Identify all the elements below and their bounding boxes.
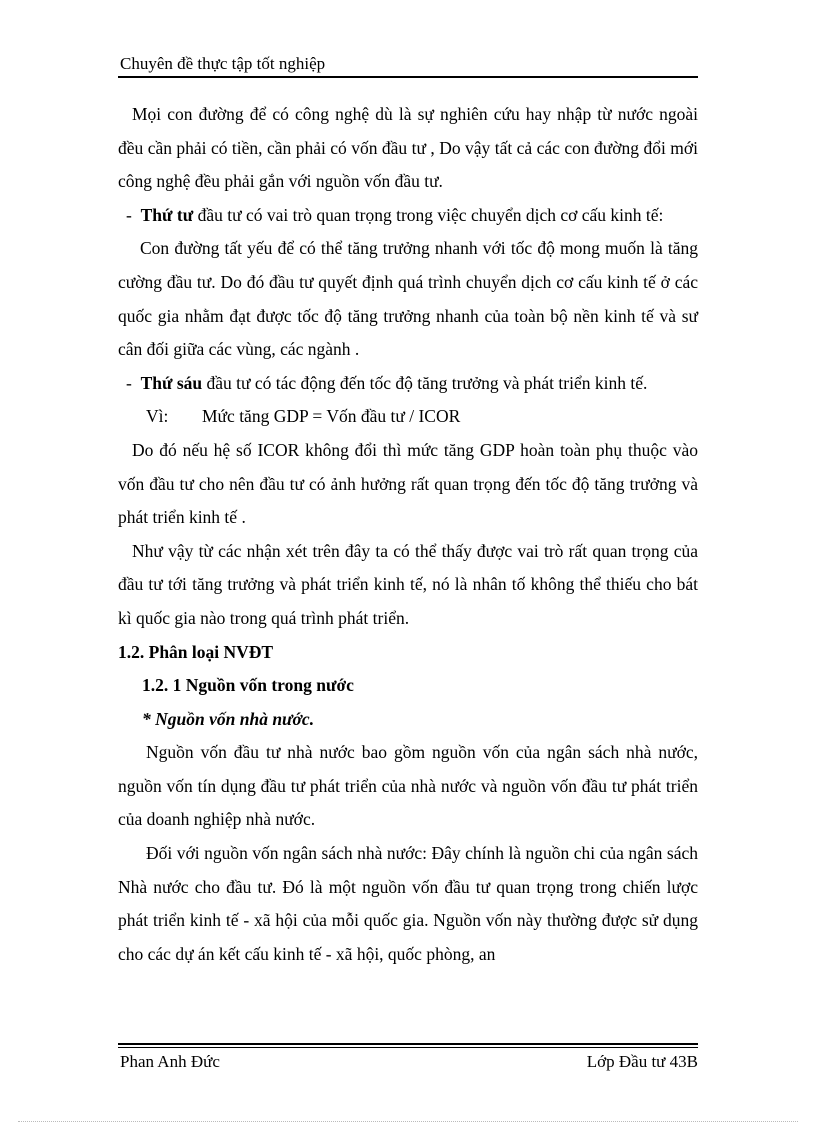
paragraph-growth-path: Con đường tất yếu để có thể tăng trưởng nhanh với tốc độ mong muốn là tăng cường đầu tư. Do đó đầu tư quyết định quá trình chuyển dịch cơ cấu kinh tế ở các quốc gia nhằm đạt được tốc độ tăng trưởng nhanh của toàn bộ nền kinh tế và sư cân đối giữa các vùng, các ngành . — [118, 238, 698, 360]
bullet-text: đầu tư có vai trò quan trọng trong việc chuyển dịch cơ cấu kinh tế: — [193, 204, 664, 225]
formula-lead: Vì: — [146, 406, 169, 427]
paragraph-conclusion: Như vậy từ các nhận xét trên đây ta có thể thấy được vai trò rất quan trọng của đầu tư tới tăng trưởng và phát triển kinh tế, nó là nhân tố không thể thiếu cho bát kì quốc gia nào trong quá trình phát triển. — [118, 540, 698, 628]
section-heading-text: 1.2. Phân loại NVĐT — [118, 641, 274, 662]
bullet-label: Thứ tư — [140, 204, 194, 225]
paragraph-budget: Đối với nguồn vốn ngân sách nhà nước: Đây chính là nguồn chi của ngân sách Nhà nước cho đầu tư. Đó là một nguồn vốn đầu tư quan trọng trong chiến lược phát triển kinh tế - xã hội của mỗi quốc gia. Nguồn vốn này thường được sử dụng cho các dự án kết cấu kinh tế - xã hội, quốc phòng, an — [118, 843, 698, 964]
subsection-heading-1-2-1 — [118, 669, 698, 703]
header-title: Chuyên đề thực tập tốt nghiệp — [120, 54, 326, 73]
bullet-text: đầu tư có tác động đến tốc độ tăng trưởng và phát triển kinh tế. — [202, 372, 648, 393]
formula: Mức tăng GDP = Vốn đầu tư / ICOR — [202, 406, 461, 427]
page-edge-divider — [18, 1121, 798, 1122]
bullet-sixth — [118, 367, 698, 401]
footer-class: Lớp Đầu tư 43B — [586, 1052, 698, 1071]
footer-rule-thin — [118, 1047, 698, 1048]
paragraph-state-capital: Nguồn vốn đầu tư nhà nước bao gồm nguồn vốn của ngân sách nhà nước, nguồn vốn tín dụng đầu tư phát triển của nhà nước và nguồn vốn đầu tư phát triển của doanh nghiệp nhà nước. — [118, 742, 698, 830]
footer-rule — [118, 1043, 698, 1045]
section-heading-1-2 — [118, 636, 698, 670]
document-body — [118, 98, 698, 971]
bullet-dash: - — [126, 372, 132, 393]
formula-line — [118, 400, 698, 434]
header-rule — [118, 76, 698, 78]
bullet-dash: - — [126, 204, 132, 225]
paragraph-icor: Do đó nếu hệ số ICOR không đổi thì mức tăng GDP hoàn toàn phụ thuộc vào vốn đầu tư cho nên đầu tư có ảnh hưởng rất quan trọng đến tốc độ tăng trưởng và phát triển kinh tế . — [118, 439, 698, 528]
subheading-text: * Nguồn vốn nhà nước. — [142, 708, 315, 729]
bullet-label: Thứ sáu — [140, 372, 203, 393]
footer-author: Phan Anh Đức — [120, 1052, 220, 1071]
subsection-heading-text: 1.2. 1 Nguồn vốn trong nước — [142, 675, 354, 696]
bullet-fourth — [118, 199, 698, 233]
subheading-state-capital — [118, 703, 698, 737]
paragraph-technology: Mọi con đường để có công nghệ dù là sự nghiên cứu hay nhập từ nước ngoài đều cần phải có tiền, cần phải có vốn đầu tư , Do vậy tất cả các con đường đổi mới công nghệ đều phải gắn với nguồn vốn đầu tư. — [118, 104, 698, 192]
